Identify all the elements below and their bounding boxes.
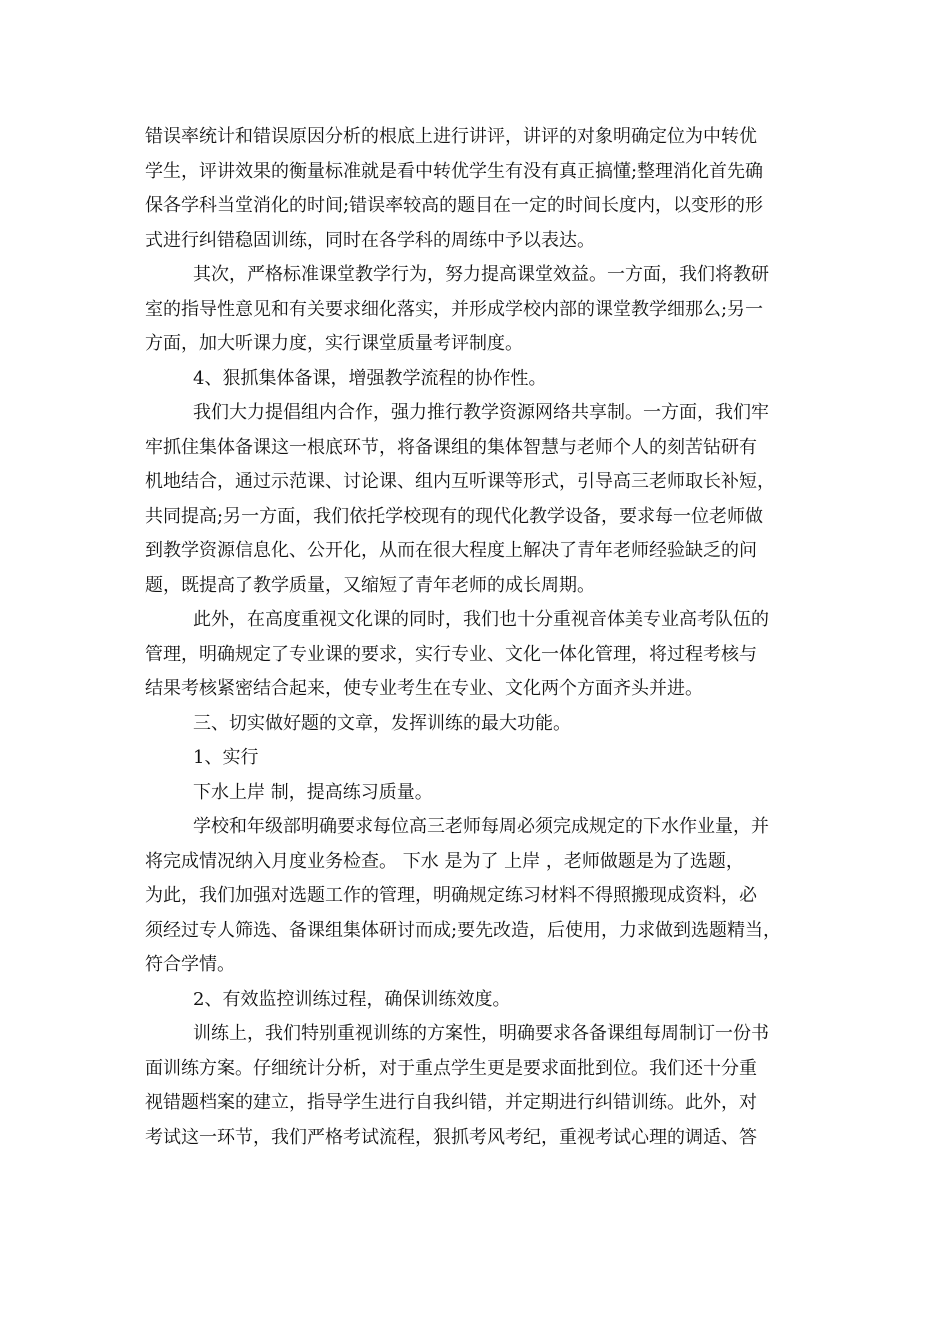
text-line: 须经过专人筛选、备课组集体研讨而成;要先改造，后使用，力求做到选题精当，	[145, 919, 782, 941]
text-line: 保各学科当堂消化的时间;错误率较高的题目在一定的时间长度内，以变形的形	[145, 195, 764, 216]
text-line: 面训练方案。仔细统计分析，对于重点学生更是要求面批到位。我们还十分重	[145, 1057, 757, 1079]
text-line: 视错题档案的建立，指导学生进行自我纠错，并定期进行纠错训练。此外，对	[145, 1092, 757, 1113]
text-line: 我们大力提倡组内合作，强力推行教学资源网络共享制。一方面，我们牢	[193, 402, 769, 423]
text-line: 学校和年级部明确要求每位高三老师每周必须完成规定的下水作业量，并	[193, 816, 769, 837]
text-line: 题，既提高了教学质量，又缩短了青年老师的成长周期。	[145, 574, 595, 596]
text-line: 下水上岸 制，提高练习质量。	[193, 781, 433, 803]
text-line: 牢抓住集体备课这一根底环节，将备课组的集体智慧与老师个人的刻苦钻研有	[145, 436, 757, 458]
text-line: 训练上，我们特别重视训练的方案性，明确要求各备课组每周制订一份书	[193, 1023, 769, 1044]
text-line: 将完成情况纳入月度业务检查。 下水 是为了 上岸 ，老师做题是为了选题，	[145, 850, 744, 872]
text-line: 4、狠抓集体备课，增强教学流程的协作性。	[193, 367, 547, 389]
text-line: 其次，严格标准课堂教学行为，努力提高课堂效益。一方面，我们将教研	[193, 264, 769, 285]
text-line: 管理，明确规定了专业课的要求，实行专业、文化一体化管理，将过程考核与	[145, 643, 757, 665]
text-line: 此外，在高度重视文化课的同时，我们也十分重视音体美专业高考队伍的	[193, 609, 769, 630]
text-line: 1、实行	[193, 747, 259, 768]
text-line: 学生，评讲效果的衡量标准就是看中转优学生有没有真正搞懂;整理消化首先确	[145, 160, 764, 182]
text-line: 符合学情。	[145, 954, 235, 975]
text-line: 为此，我们加强对选题工作的管理，明确规定练习材料不得照搬现成资料，必	[145, 885, 757, 906]
text-line: 错误率统计和错误原因分析的根底上进行讲评，讲评的对象明确定位为中转优	[145, 126, 757, 147]
text-line: 三、切实做好题的文章，发挥训练的最大功能。	[193, 712, 571, 734]
text-line: 2、有效监控训练过程，确保训练效度。	[193, 988, 511, 1010]
text-line: 共同提高;另一方面，我们依托学校现有的现代化教学设备，要求每一位老师做	[145, 505, 764, 527]
text-line: 考试这一环节，我们严格考试流程，狠抓考风考纪，重视考试心理的调适、答	[145, 1126, 757, 1148]
text-line: 结果考核紧密结合起来，使专业考生在专业、文化两个方面齐头并进。	[145, 678, 703, 699]
text-line: 式进行纠错稳固训练，同时在各学科的周练中予以表达。	[145, 229, 595, 251]
document-body	[145, 120, 805, 1155]
text-line: 机地结合，通过示范课、讨论课、组内互听课等形式，引导高三老师取长补短，	[145, 471, 775, 492]
text-line: 室的指导性意见和有关要求细化落实，并形成学校内部的课堂教学细那么;另一	[145, 298, 764, 320]
text-line: 到教学资源信息化、公开化，从而在很大程度上解决了青年老师经验缺乏的问	[145, 540, 757, 561]
text-line: 方面，加大听课力度，实行课堂质量考评制度。	[145, 333, 523, 354]
